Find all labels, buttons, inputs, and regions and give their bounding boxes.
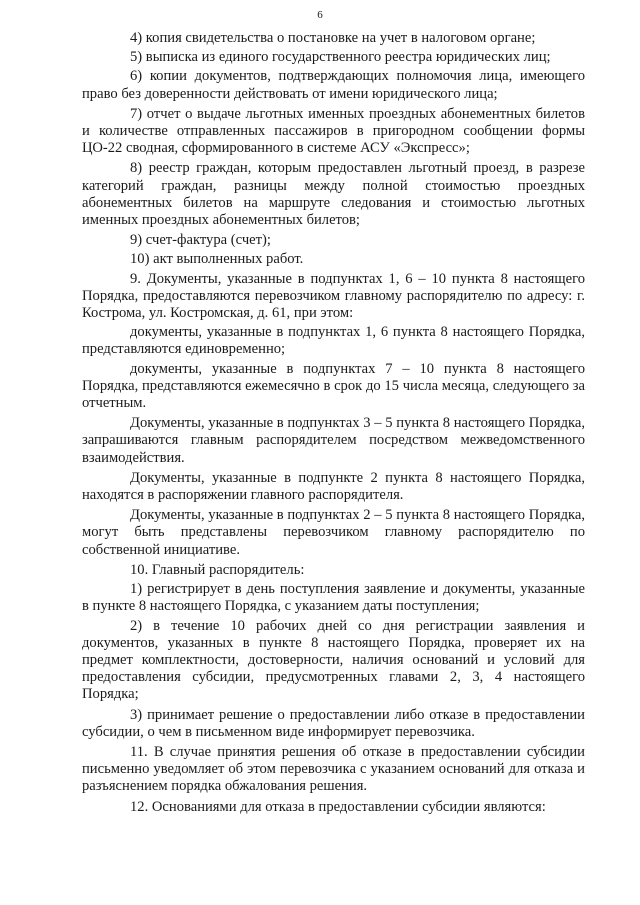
paragraph: 10. Главный распорядитель: — [130, 561, 305, 578]
paragraph: 5) выписка из единого государственного реестра юридических лиц; — [130, 49, 551, 66]
paragraph: 2) в течение 10 рабочих дней со дня регистрации заявления и документов, указанных в пункте 8 настоящего Порядка, проверяет их на предмет комплектности, достоверности, наличия оснований и условий для предоставления субсидии, предусмотренных главами 2, 3, 4 настоящего Порядка; — [82, 617, 585, 703]
document-body — [82, 30, 585, 818]
paragraph: 10) акт выполненных работ. — [130, 251, 304, 268]
paragraph: 9. Документы, указанные в подпунктах 1, 6 – 10 пункта 8 настоящего Порядка, предоставляются перевозчиком главному распорядителю по адресу: г. Кострома, ул. Костромская, д. 61, при этом: — [82, 270, 585, 322]
paragraph: Документы, указанные в подпунктах 3 – 5 пункта 8 настоящего Порядка, запрашиваются главным распорядителем посредством межведомственного взаимодействия. — [82, 415, 585, 466]
paragraph: 4) копия свидетельства о постановке на учет в налоговом органе; — [130, 30, 536, 46]
paragraph: 8) реестр граждан, которым предоставлен льготный проезд, в разрезе категорий граждан, разницы между полной стоимостью проездных абонементных билетов на маршруте следования и стоимостью льготных именных проездных абонементных билетов; — [82, 160, 585, 229]
page-number: 6 — [317, 9, 323, 21]
paragraph: 6) копии документов, подтверждающих полномочия лица, имеющего право без доверенности действовать от имени юридического лица; — [82, 68, 585, 102]
paragraph: Документы, указанные в подпунктах 2 – 5 пункта 8 настоящего Порядка, могут быть представлены перевозчиком главному распорядителю по собственной инициативе. — [82, 507, 585, 558]
paragraph: 12. Основаниями для отказа в предоставлении субсидии являются: — [130, 798, 546, 815]
paragraph: 1) регистрирует в день поступления заявление и документы, указанные в пункте 8 настоящего Порядка, с указанием даты поступления; — [82, 581, 585, 615]
paragraph: Документы, указанные в подпункте 2 пункта 8 настоящего Порядка, находятся в распоряжении главного распорядителя. — [82, 469, 585, 504]
paragraph: документы, указанные в подпунктах 1, 6 пункта 8 настоящего Порядка, представляются единовременно; — [82, 324, 585, 358]
paragraph: 11. В случае принятия решения об отказе в предоставлении субсидии письменно уведомляет об этом перевозчика с указанием оснований для отказа и разъяснением порядка обжалования решения. — [82, 743, 585, 795]
paragraph: документы, указанные в подпунктах 7 – 10 пункта 8 настоящего Порядка, представляются ежемесячно в срок до 15 числа месяца, следующего за отчетным. — [82, 360, 585, 412]
paragraph: 7) отчет о выдаче льготных именных проездных абонементных билетов и количестве отправленных пассажиров в пригородном сообщении формы ЦО-22 сводная, сформированного в системе АСУ «Экспресс»; — [82, 105, 585, 157]
paragraph: 9) счет-фактура (счет); — [130, 232, 271, 249]
paragraph: 3) принимает решение о предоставлении либо отказе в предоставлении субсидии, о чем в письменном виде информирует перевозчика. — [82, 706, 585, 740]
